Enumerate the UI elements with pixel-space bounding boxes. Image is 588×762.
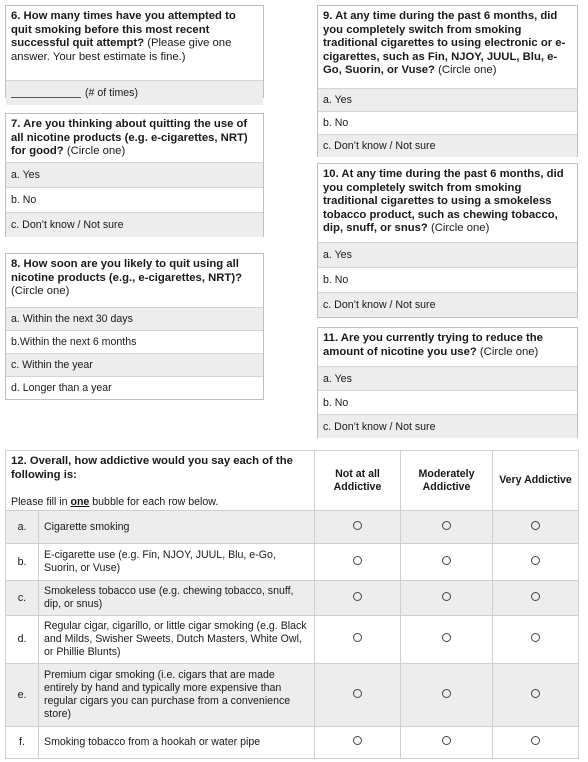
bubble-not-at-all[interactable] [315, 544, 401, 581]
question-7 [5, 113, 264, 237]
option-b[interactable]: b. No [6, 187, 263, 212]
column-not-at-all: Not at all Addictive [315, 451, 401, 511]
column-very: Very Addictive [493, 451, 579, 511]
option-a[interactable]: a. Yes [318, 88, 577, 111]
option-c[interactable]: c. Don’t know / Not sure [6, 212, 263, 237]
answer-blank[interactable] [11, 88, 81, 98]
row-letter: f. [6, 727, 39, 759]
question-11 [317, 327, 578, 438]
row-label: Regular cigar, cigarillo, or little cigar smoking (e.g. Black and Milds, Swisher Sweets, Dutch Masters, White Owl, or Phillie Blunts) [39, 616, 315, 664]
option-a[interactable]: a. Yes [318, 242, 577, 267]
bubble-moderately[interactable] [401, 616, 493, 664]
bubble-very[interactable] [493, 581, 579, 616]
table-row [6, 511, 579, 544]
question-11-text: 11. Are you currently trying to reduce the amount of nicotine you use? (Circle one) [323, 332, 543, 358]
bubble-moderately[interactable] [401, 664, 493, 727]
table-row [6, 727, 579, 759]
bubble-very[interactable] [493, 664, 579, 727]
row-letter: d. [6, 616, 39, 664]
question-8-text: 8. How soon are you likely to quit using all nicotine products (e.g., e-cigarettes, NRT)? (Circle one) [11, 258, 242, 298]
option-c[interactable]: c. Within the year [6, 353, 263, 376]
question-12-title: 12. Overall, how addictive would you say each of the following is: [11, 455, 293, 481]
option-b[interactable]: b. No [318, 267, 577, 292]
bubble-not-at-all[interactable] [315, 581, 401, 616]
row-letter: a. [6, 511, 39, 544]
bubble-very[interactable] [493, 727, 579, 759]
option-b[interactable]: b.Within the next 6 months [6, 330, 263, 353]
row-letter: b. [6, 544, 39, 581]
column-moderately: Moderately Addictive [401, 451, 493, 511]
question-10-text: 10. At any time during the past 6 months, did you completely switch from smoking traditional cigarettes to using a smokeless tobacco product, such as chewing tobacco, dip, snuff, or snus? (Circle one) [323, 168, 564, 235]
option-a[interactable]: a. Yes [6, 162, 263, 187]
bubble-not-at-all[interactable] [315, 616, 401, 664]
question-12-instructions: Please fill in one bubble for each row below. [11, 496, 219, 509]
question-9 [317, 5, 578, 157]
answer-unit: (# of times) [85, 87, 138, 99]
bubble-not-at-all[interactable] [315, 511, 401, 544]
row-label: Smoking tobacco from a hookah or water pipe [39, 727, 315, 759]
row-letter: e. [6, 664, 39, 727]
table-row [6, 616, 579, 664]
option-a[interactable]: a. Yes [318, 366, 577, 390]
table-row [6, 581, 579, 616]
row-label: E-cigarette use (e.g. Fin, NJOY, JUUL, Blu, e-Go, Suorin, or Vuse) [39, 544, 315, 581]
question-8 [5, 253, 264, 400]
option-c[interactable]: c. Don’t know / Not sure [318, 414, 577, 438]
bubble-moderately[interactable] [401, 727, 493, 759]
question-9-text: 9. At any time during the past 6 months, did you completely switch from smoking traditional cigarettes to using electronic or e-cigarettes, such as Fin, NJOY, JUUL, Blu, e-Go, Suorin, or Vuse? (Circle one) [323, 10, 566, 77]
bubble-very[interactable] [493, 544, 579, 581]
question-6 [5, 5, 264, 98]
bubble-moderately[interactable] [401, 511, 493, 544]
bubble-not-at-all[interactable] [315, 664, 401, 727]
option-b[interactable]: b. No [318, 111, 577, 134]
option-c[interactable]: c. Don’t know / Not sure [318, 292, 577, 317]
row-letter: c. [6, 581, 39, 616]
question-12 [5, 450, 578, 760]
question-12-header [6, 451, 315, 511]
bubble-not-at-all[interactable] [315, 727, 401, 759]
addictiveness-grid [5, 450, 579, 759]
bubble-very[interactable] [493, 511, 579, 544]
question-7-text: 7. Are you thinking about quitting the use of all nicotine products (e.g. e-cigarettes, NRT) for good? (Circle one) [11, 118, 248, 158]
bubble-very[interactable] [493, 616, 579, 664]
option-a[interactable]: a. Within the next 30 days [6, 307, 263, 330]
option-d[interactable]: d. Longer than a year [6, 376, 263, 399]
option-b[interactable]: b. No [318, 390, 577, 414]
question-6-text: 6. How many times have you attempted to quit smoking before this most recent successful quit attempt? (Please give one answer. Your best estimate is fine.) [11, 10, 236, 63]
bubble-moderately[interactable] [401, 544, 493, 581]
option-c[interactable]: c. Don’t know / Not sure [318, 134, 577, 157]
question-6-answer-field[interactable] [6, 80, 263, 105]
row-label: Smokeless tobacco use (e.g. chewing tobacco, snuff, dip, or snus) [39, 581, 315, 616]
row-label: Premium cigar smoking (i.e. cigars that are made entirely by hand and typically more expensive than regular cigars you can purchase from a convenience store) [39, 664, 315, 727]
table-row [6, 664, 579, 727]
row-label: Cigarette smoking [39, 511, 315, 544]
question-10 [317, 163, 578, 318]
bubble-moderately[interactable] [401, 581, 493, 616]
table-row [6, 544, 579, 581]
